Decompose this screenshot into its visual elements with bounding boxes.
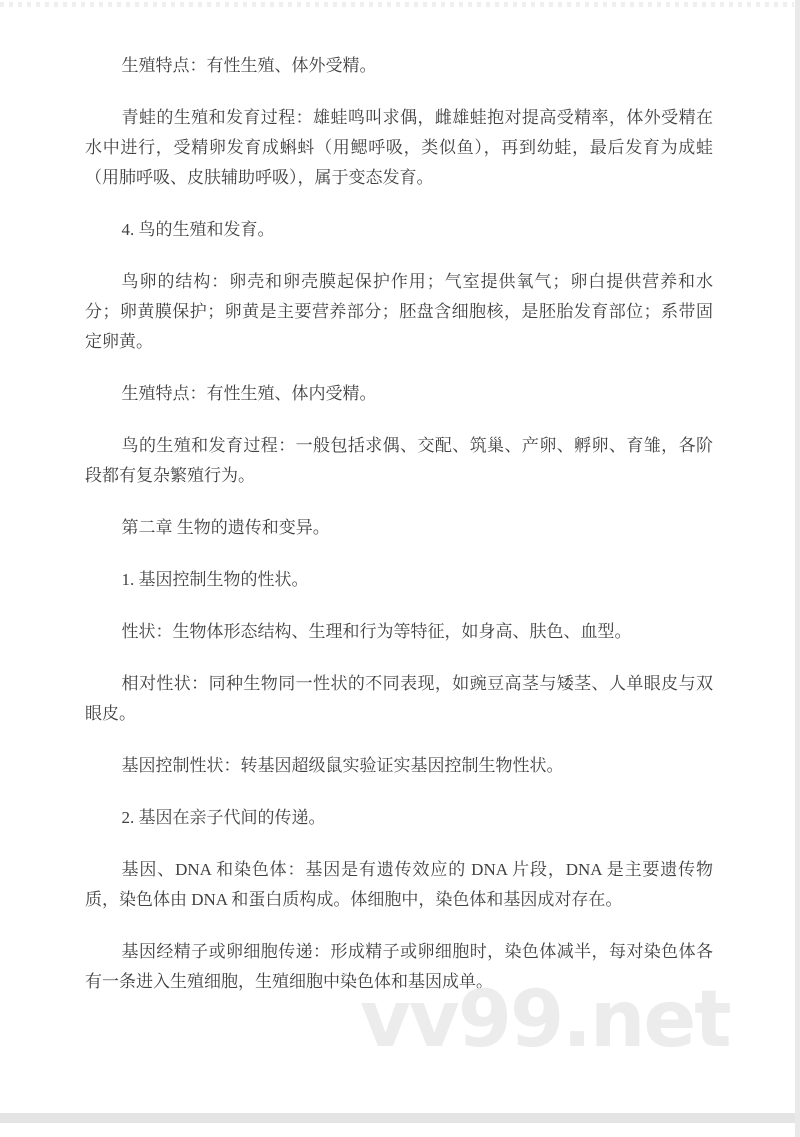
top-perforation-texture [0,2,794,7]
paragraph: 生殖特点：有性生殖、体外受精。 [121,56,377,75]
paragraph: 性状：生物体形态结构、生理和行为等特征，如身高、肤色、血型。 [121,622,632,641]
paragraph: 2. 基因在亲子代间的传递。 [121,808,326,827]
paragraph: 基因经精子或卵细胞传递：形成精子或卵细胞时，染色体减半，每对染色体各有一条进入生殖细胞，生殖细胞中染色体和基因成单。 [85,942,713,991]
paragraph: 鸟的生殖和发育过程：一般包括求偶、交配、筑巢、产卵、孵卵、育雏，各阶段都有复杂繁殖行为。 [85,436,713,485]
paragraph: 4. 鸟的生殖和发育。 [121,220,275,239]
chapter-heading: 第二章 生物的遗传和变异。 [121,518,330,537]
document-body [85,51,713,1019]
watermark-text: vv99.net [360,975,730,1065]
paragraph: 生殖特点：有性生殖、体内受精。 [121,384,377,403]
paragraph: 1. 基因控制生物的性状。 [121,570,309,589]
paragraph: 青蛙的生殖和发育过程：雄蛙鸣叫求偶，雌雄蛙抱对提高受精率，体外受精在水中进行，受精卵发育成蝌蚪（用鳃呼吸，类似鱼），再到幼蛙，最后发育为成蛙（用肺呼吸、皮肤辅助呼吸），属于变态发育。 [85,108,713,187]
paragraph: 基因、DNA 和染色体：基因是有遗传效应的 DNA 片段，DNA 是主要遗传物质，染色体由 DNA 和蛋白质构成。体细胞中，染色体和基因成对存在。 [85,860,713,909]
page-separator-band [0,1113,795,1123]
paragraph: 基因控制性状：转基因超级鼠实验证实基因控制生物性状。 [121,756,564,775]
paragraph: 鸟卵的结构：卵壳和卵壳膜起保护作用；气室提供氧气；卵白提供营养和水分；卵黄膜保护；卵黄是主要营养部分；胚盘含细胞核，是胚胎发育部位；系带固定卵黄。 [85,272,713,351]
paragraph: 相对性状：同种生物同一性状的不同表现，如豌豆高茎与矮茎、人单眼皮与双眼皮。 [85,674,713,723]
page-right-edge [795,0,800,1137]
